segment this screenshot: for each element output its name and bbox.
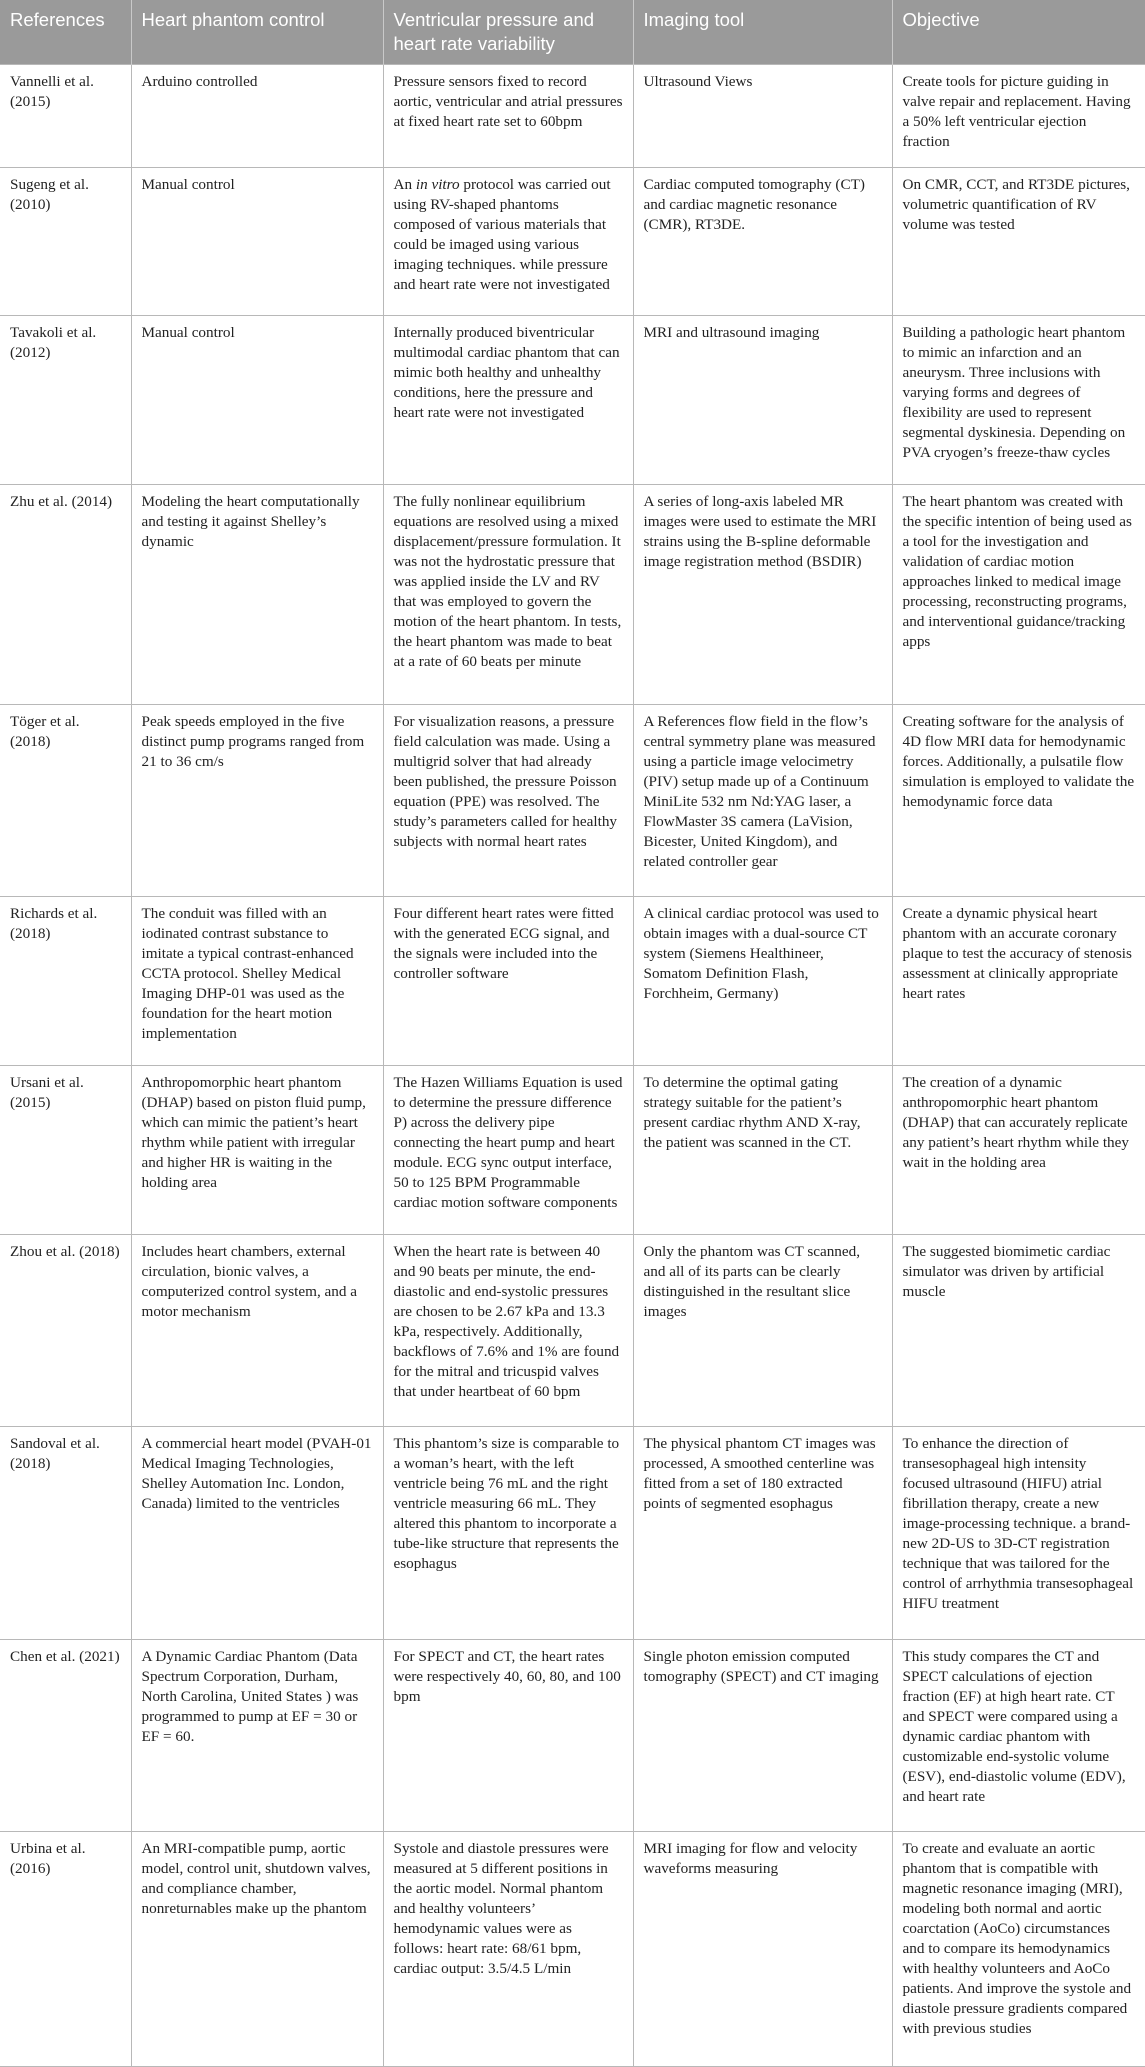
cell-pressure: Internally produced biventricular multimodal cardiac phantom that can mimic both healthy and unhealthy conditions, here the pressure and heart rate were not investigated <box>383 315 633 484</box>
cell-reference: Chen et al. (2021) <box>0 1640 131 1831</box>
table-row <box>0 1831 1145 2066</box>
cell-control: A commercial heart model (PVAH-01 Medical Imaging Technologies, Shelley Automation Inc. London, Canada) limited to the ventricles <box>131 1426 383 1639</box>
cell-imaging: Cardiac computed tomography (CT) and cardiac magnetic resonance (CMR), RT3DE. <box>633 168 892 315</box>
cell-objective: The suggested biomimetic cardiac simulator was driven by artificial muscle <box>892 1235 1145 1426</box>
cell-control: Manual control <box>131 315 383 484</box>
header-references: References <box>0 0 131 65</box>
header-heart-phantom-control: Heart phantom control <box>131 0 383 65</box>
cell-imaging: Ultrasound Views <box>633 65 892 168</box>
header-imaging-tool: Imaging tool <box>633 0 892 65</box>
cell-objective: To create and evaluate an aortic phantom that is compatible with magnetic resonance imaging (MRI), modeling both normal and aortic coarctation (AoCo) circumstances and to compare its hemodynamics with healthy volunteers and AoCo patients. And improve the systole and diastole pressure gradients compared with previous studies <box>892 1831 1145 2066</box>
cell-pressure: Four different heart rates were fitted with the generated ECG signal, and the signals were included into the controller software <box>383 896 633 1065</box>
table-row <box>0 1640 1145 1831</box>
table-header <box>0 0 1145 65</box>
pressure-text-pre: An <box>393 176 416 194</box>
cell-pressure: For SPECT and CT, the heart rates were respectively 40, 60, 80, and 100 bpm <box>383 1640 633 1831</box>
cell-reference: Richards et al. (2018) <box>0 896 131 1065</box>
cell-pressure <box>383 168 633 315</box>
cell-imaging: Single photon emission computed tomography (SPECT) and CT imaging <box>633 1640 892 1831</box>
cell-control: Includes heart chambers, external circulation, bionic valves, a computerized control system, and a motor mechanism <box>131 1235 383 1426</box>
cell-imaging: A clinical cardiac protocol was used to obtain images with a dual-source CT system (Siemens Healthineer, Somatom Definition Flash, Forchheim, Germany) <box>633 896 892 1065</box>
cell-control: Manual control <box>131 168 383 315</box>
cell-imaging: MRI imaging for flow and velocity waveforms measuring <box>633 1831 892 2066</box>
cell-imaging: A series of long-axis labeled MR images were used to estimate the MRI strains using the B-spline deformable image registration method (BSDIR) <box>633 485 892 705</box>
cell-reference: Zhu et al. (2014) <box>0 485 131 705</box>
cell-reference: Töger et al. (2018) <box>0 705 131 896</box>
table-row <box>0 1065 1145 1234</box>
cell-control: Arduino controlled <box>131 65 383 168</box>
table-row <box>0 315 1145 484</box>
cell-objective: The heart phantom was created with the specific intention of being used as a tool for the investigation and validation of cardiac motion approaches linked to medical image processing, reconstructing programs, and interventional guidance/tracking apps <box>892 485 1145 705</box>
cell-reference: Sandoval et al. (2018) <box>0 1426 131 1639</box>
cell-pressure: The Hazen Williams Equation is used to determine the pressure difference P) across the delivery pipe connecting the heart pump and heart module. ECG sync output interface, 50 to 125 BPM Programmable cardiac motion software components <box>383 1065 633 1234</box>
cell-reference: Zhou et al. (2018) <box>0 1235 131 1426</box>
table-row <box>0 65 1145 168</box>
cell-objective: Building a pathologic heart phantom to mimic an infarction and an aneurysm. Three inclusions with varying forms and degrees of flexibility are used to represent segmental dyskinesia. Depending on PVA cryogen’s freeze-thaw cycles <box>892 315 1145 484</box>
table-row <box>0 1426 1145 1639</box>
cell-control: The conduit was filled with an iodinated contrast substance to imitate a typical contrast-enhanced CCTA protocol. Shelley Medical Imaging DHP-01 was used as the foundation for the heart motion implementation <box>131 896 383 1065</box>
cell-pressure: For visualization reasons, a pressure field calculation was made. Using a multigrid solver that had already been published, the pressure Poisson equation (PPE) was resolved. The study’s parameters called for healthy subjects with normal heart rates <box>383 705 633 896</box>
cell-pressure: When the heart rate is between 40 and 90 beats per minute, the end-diastolic and end-systolic pressures are chosen to be 2.67 kPa and 13.3 kPa, respectively. Additionally, backflows of 7.6% and 1% are found for the mitral and tricuspid valves that under heartbeat of 60 bpm <box>383 1235 633 1426</box>
cell-control: Modeling the heart computationally and testing it against Shelley’s dynamic <box>131 485 383 705</box>
cell-objective: Create a dynamic physical heart phantom with an accurate coronary plaque to test the accuracy of stenosis assessment at clinically appropriate heart rates <box>892 896 1145 1065</box>
cell-pressure: The fully nonlinear equilibrium equations are resolved using a mixed displacement/pressure formulation. It was not the hydrostatic pressure that was applied inside the LV and RV that was employed to govern the motion of the heart phantom. In tests, the heart phantom was made to beat at a rate of 60 beats per minute <box>383 485 633 705</box>
cell-imaging: Only the phantom was CT scanned, and all of its parts can be clearly distinguished in the resultant slice images <box>633 1235 892 1426</box>
header-objective: Objective <box>892 0 1145 65</box>
cell-control: An MRI-compatible pump, aortic model, control unit, shutdown valves, and compliance chamber, nonreturnables make up the phantom <box>131 1831 383 2066</box>
cell-reference: Urbina et al. (2016) <box>0 1831 131 2066</box>
cell-imaging: MRI and ultrasound imaging <box>633 315 892 484</box>
header-pressure-heart-rate: Ventricular pressure and heart rate variability <box>383 0 633 65</box>
cell-objective: On CMR, CCT, and RT3DE pictures, volumetric quantification of RV volume was tested <box>892 168 1145 315</box>
cell-pressure: This phantom’s size is comparable to a woman’s heart, with the left ventricle being 76 mL and the right ventricle measuring 66 mL. They altered this phantom to incorporate a tube-like structure that represents the esophagus <box>383 1426 633 1639</box>
cell-control: Anthropomorphic heart phantom (DHAP) based on piston fluid pump, which can mimic the patient’s heart rhythm while patient with irregular and higher HR is waiting in the holding area <box>131 1065 383 1234</box>
cell-imaging: A References flow field in the flow’s central symmetry plane was measured using a particle image velocimetry (PIV) setup made up of a Continuum MiniLite 532 nm Nd:YAG laser, a FlowMaster 3S camera (LaVision, Bicester, United Kingdom), and related controller gear <box>633 705 892 896</box>
cell-imaging: To determine the optimal gating strategy suitable for the patient’s present cardiac rhythm AND X-ray, the patient was scanned in the CT. <box>633 1065 892 1234</box>
cell-reference: Sugeng et al. (2010) <box>0 168 131 315</box>
cell-objective: The creation of a dynamic anthropomorphic heart phantom (DHAP) that can accurately replicate any patient’s heart rhythm while they wait in the holding area <box>892 1065 1145 1234</box>
cell-objective: To enhance the direction of transesophageal high intensity focused ultrasound (HIFU) atrial fibrillation therapy, create a new image-processing technique. a brand-new 2D-US to 3D-CT registration technique that was tailored for the control of arrhythmia transesophageal HIFU treatment <box>892 1426 1145 1639</box>
cell-control: A Dynamic Cardiac Phantom (Data Spectrum Corporation, Durham, North Carolina, United States ) was programmed to pump at EF = 30 or EF = 60. <box>131 1640 383 1831</box>
table-row <box>0 168 1145 315</box>
cell-objective: This study compares the CT and SPECT calculations of ejection fraction (EF) at high heart rate. CT and SPECT were compared using a dynamic cardiac phantom with customizable end-systolic volume (ESV), end-diastolic volume (EDV), and heart rate <box>892 1640 1145 1831</box>
table-row <box>0 896 1145 1065</box>
cell-reference: Tavakoli et al. (2012) <box>0 315 131 484</box>
cell-pressure: Pressure sensors fixed to record aortic, ventricular and atrial pressures at fixed heart rate set to 60bpm <box>383 65 633 168</box>
cell-control: Peak speeds employed in the five distinct pump programs ranged from 21 to 36 cm/s <box>131 705 383 896</box>
cell-objective: Create tools for picture guiding in valve repair and replacement. Having a 50% left ventricular ejection fraction <box>892 65 1145 168</box>
table-body <box>0 65 1145 2067</box>
cell-objective: Creating software for the analysis of 4D flow MRI data for hemodynamic forces. Additionally, a pulsatile flow simulation is employed to validate the hemodynamic force data <box>892 705 1145 896</box>
cell-imaging: The physical phantom CT images was processed, A smoothed centerline was fitted from a set of 180 extracted points of segmented esophagus <box>633 1426 892 1639</box>
cell-reference: Vannelli et al. (2015) <box>0 65 131 168</box>
pressure-text-italic: in vitro <box>415 176 460 194</box>
table-row <box>0 705 1145 896</box>
table-row <box>0 485 1145 705</box>
cell-pressure: Systole and diastole pressures were measured at 5 different positions in the aortic model. Normal phantom and healthy volunteers’ hemodynamic values were as follows: heart rate: 68/61 bpm, cardiac output: 3.5/4.5 L/min <box>383 1831 633 2066</box>
cell-reference: Ursani et al. (2015) <box>0 1065 131 1234</box>
pressure-text-post: protocol was carried out using RV-shaped phantoms composed of various materials that could be imaged using various imaging techniques. while pressure and heart rate were not investigated <box>393 176 611 294</box>
table-row <box>0 1235 1145 1426</box>
header-row <box>0 0 1145 65</box>
